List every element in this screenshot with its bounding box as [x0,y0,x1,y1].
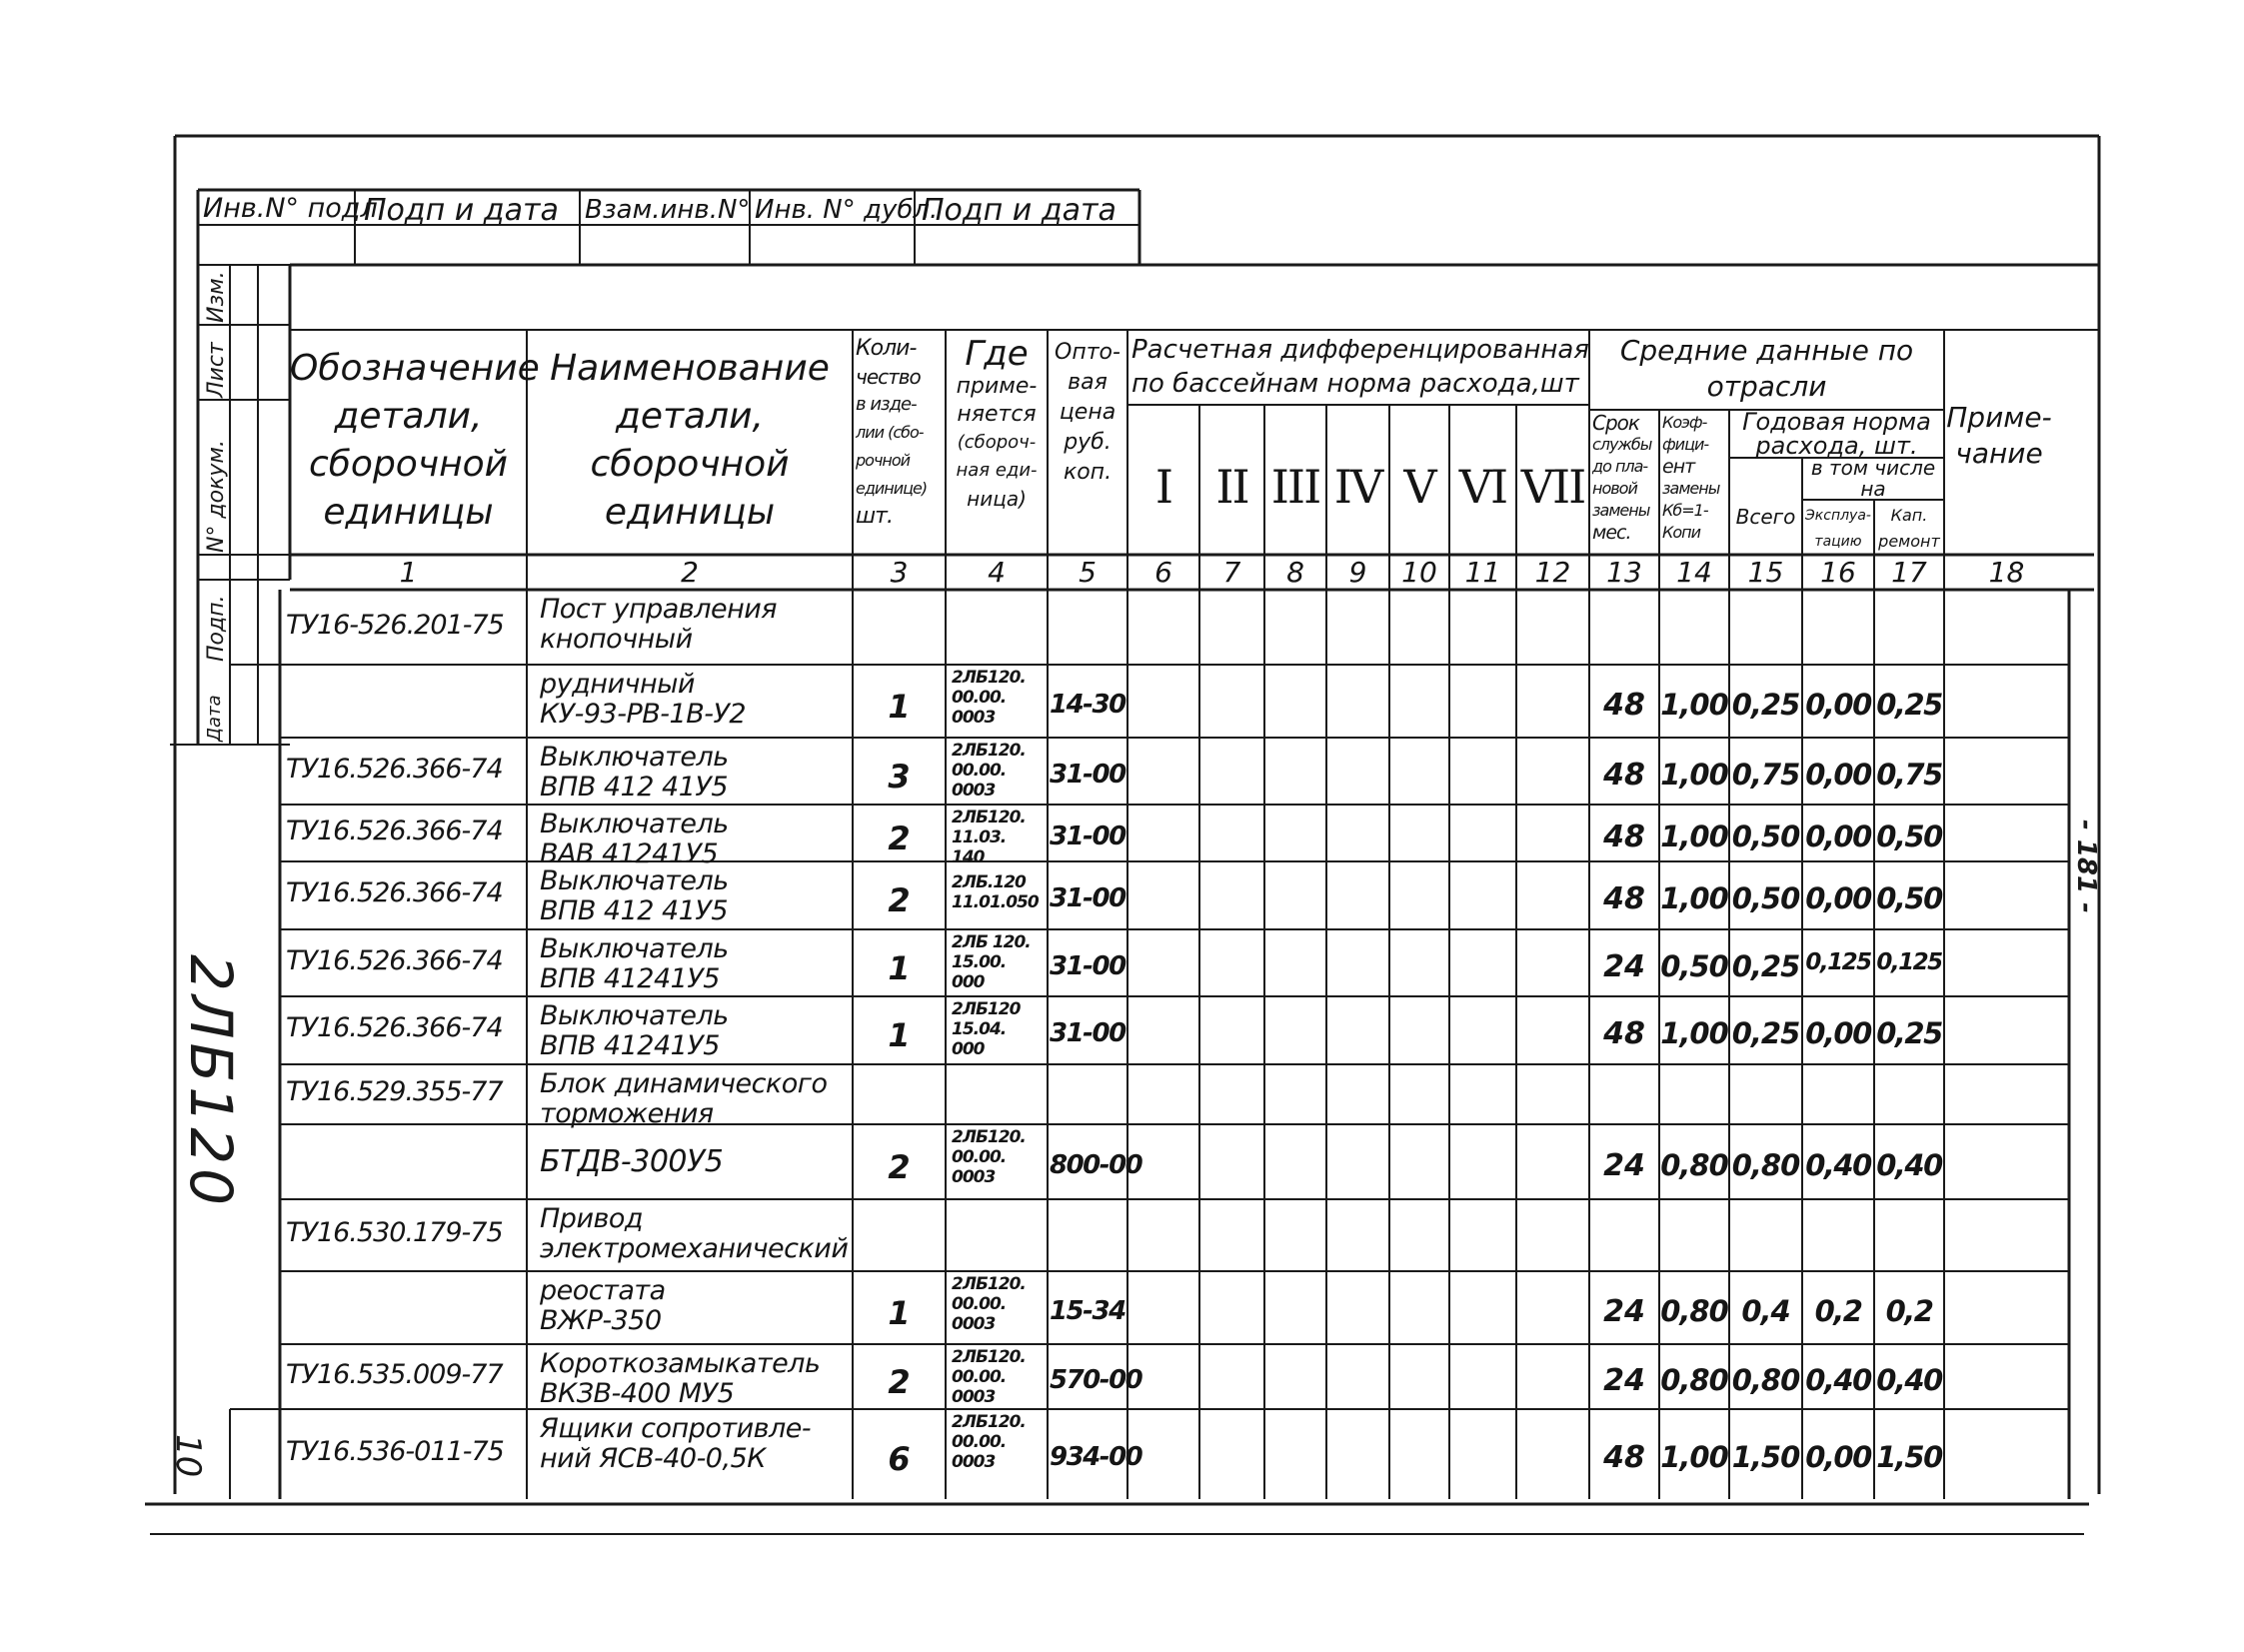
row-coefficient: 1,00 [1660,1440,1728,1474]
header-operation [1802,503,1874,555]
row-where-line: 11.01.050 [952,892,1039,912]
header-life-line: до пла- [1592,457,1648,476]
row-name-line: ВПВ 41241У5 [540,963,720,994]
row-name-line: ВЖР-350 [540,1305,662,1336]
row-where-line: 2ЛБ120. [952,1127,1026,1147]
basin-I: I [1154,460,1172,514]
column-number: 11 [1464,556,1501,589]
header-quantity-line: чество [856,365,921,389]
row-name-line: Блок динамического [540,1068,828,1099]
row-name-line: Ящики сопротивле- [540,1413,812,1444]
row-name-line: кнопочный [540,624,693,655]
header-designation-line: детали, [334,396,483,437]
column-number: 17 [1891,556,1927,589]
row-name-line: Короткозамыкатель [540,1348,821,1379]
row-where-line: 0003 [952,1387,996,1407]
row-service-life: 48 [1603,757,1645,793]
header-quantity-line: лии (сбо- [856,423,924,442]
header-note-line: чание [1955,437,2043,470]
column-number: 15 [1747,556,1784,589]
stamp-label-inv-dup: Инв. N° дубл. [755,195,939,225]
row-name-line: ВПВ 41241У5 [540,1030,720,1061]
column-number: 2 [681,556,699,589]
header-where-line: няется [957,402,1037,427]
stamp-label-sign-date-2: Подп и дата [922,193,1117,228]
header-life-line: новой [1592,479,1637,498]
basin-II: II [1215,460,1248,514]
header-price-line: Опто- [1055,340,1121,365]
header-annual-norm [1729,410,1944,458]
row-operation: 0,125 [1805,948,1871,975]
header-avg-group-line: отрасли [1706,370,1827,403]
row-where-line: 0003 [952,1452,996,1472]
row-service-life: 48 [1603,1440,1645,1475]
row-name-line: Выключатель [540,865,729,896]
document-code: 2ЛБ120 [177,954,245,1210]
column-number: 7 [1222,556,1241,589]
row-repair: 0,40 [1876,1147,1942,1182]
header-where-line: ная еди- [956,460,1038,481]
row-designation: ТУ16.526.366-74 [286,753,503,785]
header-avg-group-line: Средние данные по [1619,334,1914,367]
row-where-line: 11.03. [952,827,1007,847]
header-where-line: приме- [956,374,1038,399]
row-where-line: 2ЛБ120. [952,668,1026,688]
row-total: 0,25 [1731,948,1800,983]
row-where-line: 0003 [952,1314,996,1334]
header-life-line: Срок [1592,411,1639,435]
column-number: 5 [1079,556,1097,589]
row-where-line: 0003 [952,781,996,801]
row-quantity: 2 [888,819,911,857]
row-operation: 0,40 [1805,1147,1871,1182]
row-where-line: 0003 [952,1167,996,1187]
row-where-line: 2ЛБ120. [952,741,1026,761]
row-operation: 0,00 [1805,819,1871,853]
header-note [1944,400,2054,472]
header-avg-group [1589,333,1944,405]
row-repair: 0,125 [1876,948,1942,975]
row-service-life: 24 [1603,1293,1645,1329]
row-quantity: 2 [888,881,911,919]
row-price: 934-00 [1050,1442,1142,1472]
stamp-label-sign-date: Подп и дата [364,193,559,228]
header-quantity-line: шт. [856,504,893,529]
row-quantity: 2 [888,1362,911,1401]
row-total: 0,50 [1731,881,1800,915]
header-coef-line: Копи [1662,523,1701,542]
row-quantity: 1 [888,1293,911,1332]
column-number: 9 [1348,556,1367,589]
row-coefficient: 1,00 [1660,687,1728,722]
row-where-line: 00.00. [952,1367,1007,1387]
row-where-line: 0003 [952,708,996,728]
row-where-line: 15.04. [952,1019,1007,1039]
row-repair: 0,25 [1876,687,1942,722]
row-where-line: 2ЛБ120. [952,1412,1026,1432]
basin-IV: IV [1333,460,1382,514]
header-where-line: ница) [967,487,1027,511]
header-incl [1802,458,1944,500]
header-where-line: (сбороч- [957,432,1037,453]
stamp-label-inv-orig: Инв.N° подл. [203,193,387,224]
row-name-line: реостата [540,1275,666,1306]
sheet-number: 10 [168,1434,208,1478]
header-price-line: цена [1059,400,1117,425]
row-coefficient: 1,00 [1660,757,1728,792]
header-coef-line: Коэф- [1662,413,1707,432]
header-price-line: руб. [1064,430,1112,455]
row-repair: 0,75 [1876,757,1942,792]
header-coef-line: замены [1662,479,1720,498]
row-operation: 0,00 [1805,687,1871,722]
column-number: 18 [1988,556,2025,589]
header-basin-group [1131,333,1589,401]
row-operation: 0,40 [1805,1362,1871,1397]
row-name-line: ний ЯСВ-40-0,5К [540,1443,766,1474]
basin-VI: VI [1458,460,1507,514]
header-designation-line: единицы [323,492,494,533]
column-number: 1 [399,556,418,589]
header-service-life [1592,412,1659,544]
row-where-line: 00.00. [952,1432,1007,1452]
header-oper-line: Эксплуа- [1805,508,1871,524]
row-designation: ТУ16.526.366-74 [286,1012,503,1043]
row-designation: ТУ16-526.201-75 [286,609,504,641]
row-service-life: 24 [1603,1362,1645,1398]
row-coefficient: 0,80 [1660,1147,1728,1182]
header-designation [290,345,540,537]
row-quantity: 3 [888,757,911,796]
row-designation: ТУ16.535.009-77 [286,1358,503,1390]
basin-V: V [1403,460,1435,514]
row-price: 31-00 [1050,950,1125,981]
row-price: 800-00 [1050,1149,1142,1180]
header-name-line: сборочной [590,444,790,485]
row-name-line: Пост управления [540,594,778,625]
row-total: 0,25 [1731,1016,1800,1050]
side-label-doc-no: N° докум. [204,439,229,553]
row-where-line: 2ЛБ120. [952,808,1026,827]
header-repair [1874,503,1944,555]
row-service-life: 48 [1603,881,1645,916]
column-number: 6 [1154,556,1172,589]
column-number: 12 [1534,556,1571,589]
row-service-life: 24 [1603,948,1645,984]
row-repair: 0,2 [1885,1293,1933,1328]
row-where-line: 15.00. [952,952,1007,972]
row-quantity: 1 [888,948,911,987]
row-quantity: 1 [888,1016,911,1054]
row-price: 14-30 [1050,689,1125,720]
header-basin-group-line: Расчетная дифференцированная [1131,335,1589,365]
row-where-line: 00.00. [952,1147,1007,1167]
header-where-used [946,335,1048,513]
row-designation: ТУ16.526.366-74 [286,944,503,976]
row-operation: 0,00 [1805,1016,1871,1050]
row-total: 0,80 [1731,1362,1800,1397]
row-coefficient: 0,50 [1660,948,1728,983]
row-name-line: торможения [540,1098,714,1129]
row-where-line: 00.00. [952,1294,1007,1314]
row-where-line: 2ЛБ120. [952,1274,1026,1294]
row-name-line: ВКЗВ-400 МУ5 [540,1378,735,1409]
row-name-line: ВПВ 412 41У5 [540,895,729,926]
row-repair: 0,50 [1876,819,1942,853]
row-operation: 0,2 [1814,1293,1862,1328]
column-number: 4 [988,556,1006,589]
row-total: 0,75 [1731,757,1800,792]
row-operation: 0,00 [1805,881,1871,915]
header-life-line: мес. [1592,522,1631,544]
row-price: 31-00 [1050,883,1125,913]
row-repair: 0,50 [1876,881,1942,915]
header-incl-line: на [1860,477,1886,501]
row-repair: 0,25 [1876,1016,1942,1050]
header-coef-line: Кб=1- [1662,501,1708,520]
row-price: 31-00 [1050,1018,1125,1048]
row-price: 15-34 [1050,1295,1125,1326]
header-name [527,345,853,537]
header-quantity-line: в изде- [856,394,917,415]
row-where-line: 000 [952,972,985,992]
basin-III: III [1270,460,1320,514]
row-designation: ТУ16.526.366-74 [286,877,503,908]
row-service-life: 48 [1603,819,1645,854]
row-where-line: 00.00. [952,688,1007,708]
row-name-line: электромеханический [540,1233,849,1264]
side-label-list: Лист [204,342,229,398]
header-price [1048,338,1127,488]
row-designation: ТУ16.530.179-75 [286,1217,503,1248]
header-basin-group-line: по бассейнам норма расхода,шт [1131,369,1579,399]
row-name-line: ВПВ 412 41У5 [540,772,729,803]
row-name-line: Выключатель [540,809,729,839]
side-label-date: Дата [204,695,225,742]
row-service-life: 24 [1603,1147,1645,1183]
page-mark: - 181 - [2071,820,2101,913]
header-repair-line: ремонт [1878,532,1940,551]
row-name-line: ВАВ 41241У5 [540,838,719,869]
header-quantity-line: единице) [856,479,928,498]
row-operation: 0,00 [1805,757,1871,792]
row-quantity: 1 [888,687,911,726]
row-total: 0,80 [1731,1147,1800,1182]
row-coefficient: 1,00 [1660,819,1728,853]
header-norm-line: расхода, шт. [1755,432,1918,460]
row-coefficient: 0,80 [1660,1362,1728,1397]
row-designation: ТУ16.536-011-75 [286,1436,504,1467]
row-price: 570-00 [1050,1364,1142,1395]
header-note-line: Приме- [1946,401,2052,434]
side-label-izm: Изм. [204,271,229,323]
row-where-line: 00.00. [952,761,1007,781]
column-number: 14 [1676,556,1712,589]
row-coefficient: 1,00 [1660,881,1728,915]
row-coefficient: 0,80 [1660,1293,1728,1328]
header-incl-line: в том числе [1810,456,1936,480]
row-service-life: 48 [1603,687,1645,723]
column-number: 3 [890,556,909,589]
row-where-line: 140 [952,847,985,867]
row-total: 0,4 [1741,1293,1790,1328]
row-name-line: Выключатель [540,742,729,773]
row-where-line: 2ЛБ120. [952,1347,1026,1367]
header-total: Всего [1735,505,1796,529]
row-name-line: Выключатель [540,1000,729,1031]
row-name-line: рудничный [540,669,695,700]
header-where-line: Где [965,334,1029,374]
header-designation-line: Обозначение [290,348,540,389]
stamp-label-replace-inv: Взам.инв.N° [585,195,751,225]
row-name-line: Выключатель [540,933,729,964]
row-repair: 1,50 [1876,1440,1942,1474]
header-coefficient [1662,412,1729,544]
header-norm-line: Годовая норма [1742,408,1931,436]
column-number: 10 [1401,556,1437,589]
header-repair-line: Кап. [1890,506,1928,525]
row-total: 0,50 [1731,819,1800,853]
header-quantity-line: рочной [856,451,911,470]
row-name-line: Привод [540,1203,644,1234]
header-name-line: Наименование [550,348,830,389]
row-where-line: 2ЛБ.120 [952,872,1026,892]
row-service-life: 48 [1603,1016,1645,1051]
row-designation: ТУ16.526.366-74 [286,815,503,846]
row-name-line: БТДВ-300У5 [540,1143,724,1179]
header-coef-line: фици- [1662,435,1709,454]
row-where-line: 2ЛБ 120. [952,932,1031,952]
header-oper-line: тацию [1814,534,1862,550]
row-operation: 0,00 [1805,1440,1871,1474]
row-repair: 0,40 [1876,1362,1942,1397]
row-coefficient: 1,00 [1660,1016,1728,1050]
row-total: 1,50 [1731,1440,1800,1474]
column-number: 16 [1820,556,1856,589]
row-quantity: 2 [888,1147,911,1186]
header-quantity [856,335,946,531]
header-life-line: замены [1592,501,1650,520]
row-total: 0,25 [1731,687,1800,722]
header-name-line: единицы [604,492,776,533]
header-quantity-line: Коли- [856,336,917,361]
header-name-line: детали, [616,396,764,437]
side-label-sign: Подп. [204,595,229,662]
header-life-line: службы [1592,435,1652,454]
row-designation: ТУ16.529.355-77 [286,1076,503,1107]
row-quantity: 6 [888,1440,911,1478]
basin-VII: VII [1520,460,1585,514]
row-price: 31-00 [1050,759,1125,790]
header-coef-line: ент [1662,456,1695,478]
column-number: 13 [1606,556,1642,589]
column-number: 8 [1286,556,1304,589]
row-where-line: 2ЛБ120 [952,999,1021,1019]
header-price-line: коп. [1063,460,1113,485]
row-name-line: КУ-93-РВ-1В-У2 [540,699,747,730]
header-designation-line: сборочной [308,444,509,485]
header-price-line: вая [1068,370,1108,395]
row-where-line: 000 [952,1039,985,1059]
row-price: 31-00 [1050,821,1125,851]
